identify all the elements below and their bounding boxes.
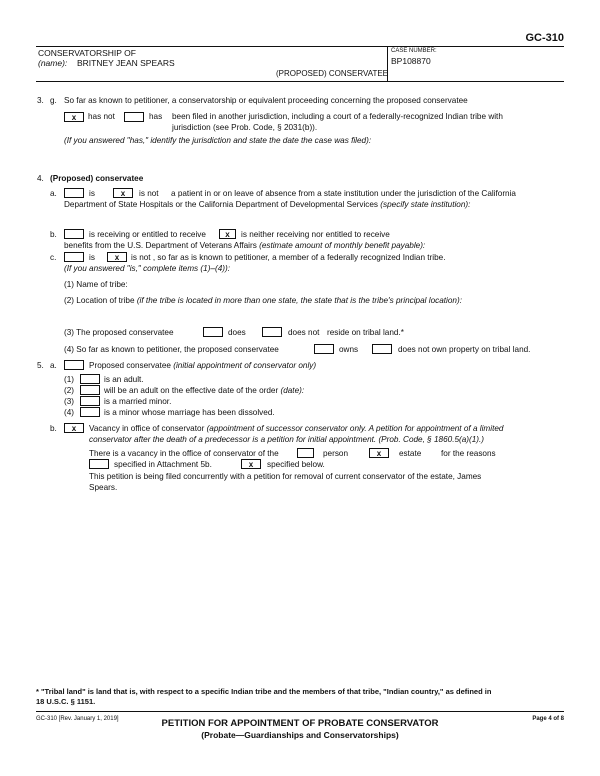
- checkbox-4c-3-does[interactable]: [203, 327, 223, 337]
- checkbox-5a-4[interactable]: [80, 407, 100, 417]
- item-4c-3-label: (3) The proposed conservatee: [64, 328, 174, 337]
- item-3g-letter: g.: [50, 96, 57, 105]
- item-4a-text2: Department of State Hospitals or the California Department of Developmental Services (specify state institution):: [64, 200, 471, 209]
- item-4b-letter: b.: [50, 230, 57, 239]
- item-5a-text: Proposed conservatee (initial appointment of conservator only): [89, 361, 317, 370]
- item-4-title: (Proposed) conservatee: [50, 174, 144, 183]
- item-4c-4-label: (4) So far as known to petitioner, the proposed conservatee: [64, 345, 279, 354]
- item-5a-2-label: will be an adult on the effective date of the order (date):: [104, 386, 305, 395]
- item-4c-1-tribe-name: (1) Name of tribe:: [64, 280, 128, 289]
- checkbox-5a[interactable]: [64, 360, 84, 370]
- item-4b-opt2: is neither receiving nor entitled to receive: [241, 230, 390, 239]
- item-5b-letter: b.: [50, 424, 57, 433]
- item-5b-note2: Spears.: [89, 483, 118, 492]
- item-4c-4-does-not: does not own property on tribal land.: [398, 345, 531, 354]
- item-4a-is-label: is: [89, 189, 95, 198]
- checkbox-5b-below[interactable]: x: [241, 459, 261, 469]
- checkbox-5b-estate[interactable]: x: [369, 448, 389, 458]
- checkbox-4c-4-owns[interactable]: [314, 344, 334, 354]
- caption-title: CONSERVATORSHIP OF: [38, 48, 136, 58]
- checkbox-4a-is-not[interactable]: x: [113, 188, 133, 198]
- checkbox-4c-3-does-not[interactable]: [262, 327, 282, 337]
- item-4c-3-does: does: [228, 328, 246, 337]
- attachment-label: specified in Attachment 5b.: [114, 460, 212, 469]
- item-5b-text: Vacancy in office of conservator (appointment of successor conservator only. A petition for appointment of a limited: [89, 424, 504, 433]
- footer-rev: GC-310 [Rev. January 1, 2019]: [36, 716, 119, 722]
- item-5b-italic2: conservator after the death of a predecessor is a petition for initial appointment. (Prob. Code, § 1860.5(a)(1).): [89, 435, 485, 444]
- vacancy-estate-label: estate: [399, 449, 422, 458]
- checkbox-4a-is[interactable]: [64, 188, 84, 198]
- checkbox-has[interactable]: [124, 112, 144, 122]
- vacancy-person-label: person: [323, 449, 349, 458]
- item-4c-is-not-label: is not , so far as is known to petitioner, a member of a federally recognized Indian tribe.: [131, 253, 446, 262]
- role-label: (PROPOSED) CONSERVATEE: [276, 69, 389, 78]
- item-3g-text-cont2: jurisdiction (see Prob. Code, § 2031(b)).: [172, 123, 318, 132]
- vacancy-reasons-label: for the reasons: [441, 449, 496, 458]
- name-value: BRITNEY JEAN SPEARS: [77, 58, 175, 68]
- item-3g-instruction: (If you answered "has," identify the jurisdiction and state the date the case was filed):: [64, 136, 372, 145]
- item-4c-3-tail: reside on tribal land.*: [327, 328, 404, 337]
- item-5a-4-num: (4): [64, 408, 75, 417]
- item-5a-1-label: is an adult.: [104, 375, 144, 384]
- case-number-label: CASE NUMBER:: [391, 48, 437, 54]
- item-5a-2-num: (2): [64, 386, 75, 395]
- checkbox-has-not[interactable]: x: [64, 112, 84, 122]
- name-label: (name):: [38, 58, 68, 68]
- item-3g-text-cont1: been filed in another jurisdiction, including a court of a federally-recognized Indian tribe with: [172, 112, 503, 121]
- checkbox-5b-vacancy[interactable]: x: [64, 423, 84, 433]
- item-4a-is-not-label: is not: [139, 189, 159, 198]
- below-label: specified below.: [267, 460, 325, 469]
- item-5-number: 5.: [37, 361, 44, 370]
- item-5a-1-num: (1): [64, 375, 75, 384]
- checkbox-4c-4-does-not[interactable]: [372, 344, 392, 354]
- header-top-rule: [36, 46, 564, 47]
- checkbox-5a-1[interactable]: [80, 374, 100, 384]
- checkbox-5a-2[interactable]: [80, 385, 100, 395]
- item-4a-letter: a.: [50, 189, 57, 198]
- item-5a-3-num: (3): [64, 397, 75, 406]
- has-label: has: [149, 112, 163, 121]
- item-4c-is-label: is: [89, 253, 95, 262]
- footer-title: PETITION FOR APPOINTMENT OF PROBATE CONSERVATOR: [161, 718, 439, 729]
- checkbox-4b-neither[interactable]: x: [219, 229, 236, 239]
- case-number-value: BP108870: [391, 56, 431, 66]
- item-4c-letter: c.: [50, 253, 57, 262]
- checkbox-5b-attachment[interactable]: [89, 459, 109, 469]
- item-5a-letter: a.: [50, 361, 57, 370]
- item-3g-text: So far as known to petitioner, a conservatorship or equivalent proceeding concerning the proposed conservatee: [64, 96, 468, 105]
- item-4b-text2: benefits from the U.S. Department of Veterans Affairs (estimate amount of monthly benefit payable):: [64, 241, 426, 250]
- checkbox-4c-is[interactable]: [64, 252, 84, 262]
- footer-subtitle: (Probate—Guardianships and Conservatorships): [201, 730, 399, 740]
- item-5b-note1: This petition is being filed concurrently with a petition for removal of current conservator of the estate, James: [89, 472, 482, 481]
- item-4c-instruction: (If you answered "is," complete items (1)–(4)):: [64, 264, 230, 273]
- item-5a-3-label: is a married minor.: [104, 397, 172, 406]
- item-4b-opt1: is receiving or entitled to receive: [89, 230, 206, 239]
- checkbox-5b-person[interactable]: [297, 448, 314, 458]
- footnote-line2: 18 U.S.C. § 1151.: [36, 697, 96, 706]
- item-4c-4-owns: owns: [339, 345, 359, 354]
- vacancy-prefix: There is a vacancy in the office of conservator of the: [89, 449, 279, 458]
- form-number: GC-310: [525, 32, 564, 44]
- item-3-number: 3.: [37, 96, 44, 105]
- checkbox-4c-is-not[interactable]: x: [107, 252, 127, 262]
- item-4c-2-tribe-location: (2) Location of tribe (if the tribe is located in more than one state, the state that is the tribe's principal location):: [64, 296, 462, 305]
- checkbox-5a-3[interactable]: [80, 396, 100, 406]
- footer-rule: [36, 711, 564, 712]
- footnote-line1: * "Tribal land" is land that is, with respect to a specific Indian tribe and the members of that tribe, "Indian country," as defined in: [36, 687, 492, 696]
- has-not-label: has not: [88, 112, 115, 121]
- item-5a-4-label: is a minor whose marriage has been dissolved.: [104, 408, 275, 417]
- page-number: Page 4 of 8: [532, 716, 564, 722]
- item-4a-text1: a patient in or on leave of absence from a state institution under the jurisdiction of the California: [171, 189, 516, 198]
- checkbox-4b-receiving[interactable]: [64, 229, 84, 239]
- header-bottom-rule: [36, 81, 564, 82]
- item-4c-3-does-not: does not: [288, 328, 320, 337]
- item-4-number: 4.: [37, 174, 44, 183]
